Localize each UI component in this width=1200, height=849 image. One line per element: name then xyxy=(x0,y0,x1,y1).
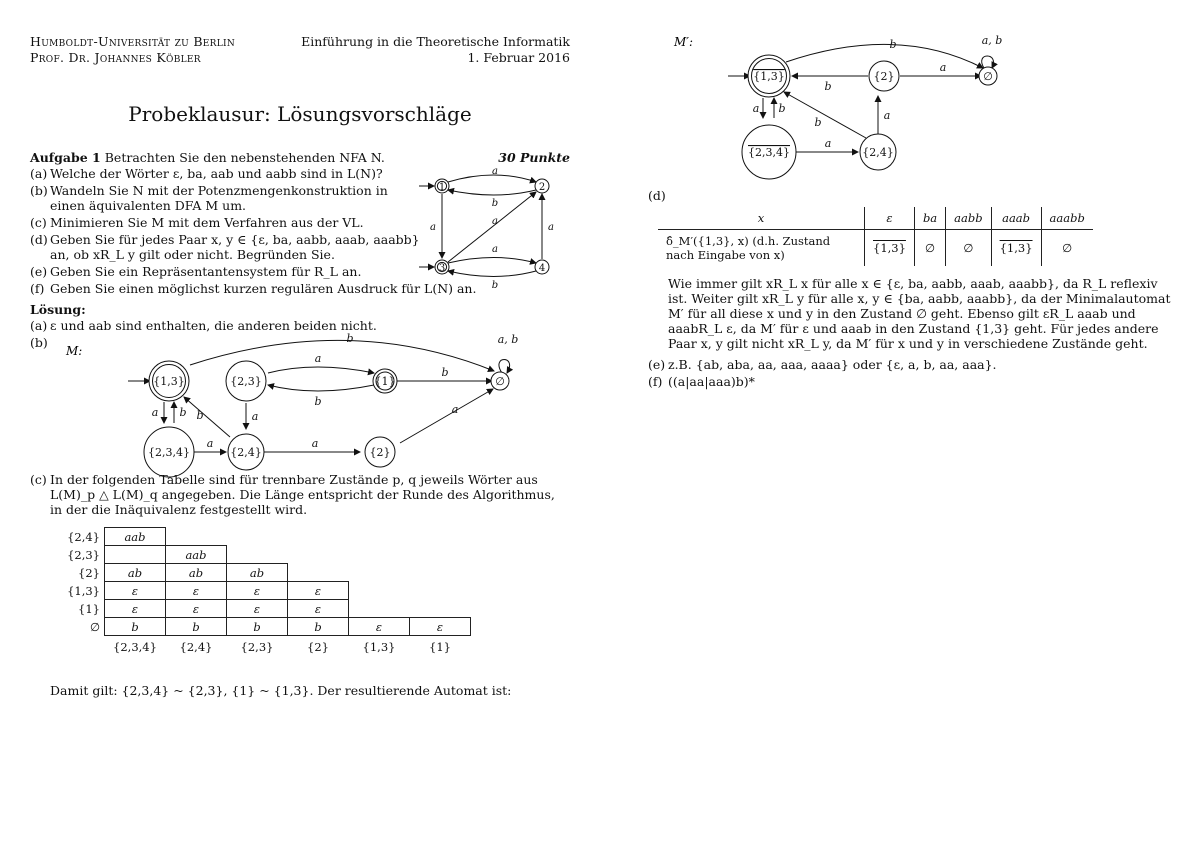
mprime-edge-label: a xyxy=(939,61,947,74)
professor-name: Prof. Dr. Johannes Köbler xyxy=(30,50,201,65)
mprime-state-label: ∅ xyxy=(983,70,993,83)
dfa-edge-label: a xyxy=(206,437,214,450)
task-intro: Betrachten Sie den nebenstehenden NFA N. xyxy=(104,150,385,165)
mprime-edge-label: b xyxy=(824,80,832,93)
solution-a: (a) ε und aab sind enthalten, die anderen beiden nicht. xyxy=(30,318,377,333)
dfa-edge-label: a xyxy=(451,403,459,416)
task-item: (b) Wandeln Sie N mit der Potenzmengenkonstruktion in einen äquivalenten DFA M um. xyxy=(30,183,388,213)
mprime-edge-label: a xyxy=(883,109,891,122)
nfa-edge-label: b xyxy=(491,198,499,209)
solution-c xyxy=(30,472,570,517)
task-item: (e) Geben Sie ein Repräsentantensystem für R_L an. xyxy=(30,264,362,279)
nfa-edge-label: a xyxy=(492,244,498,255)
solution-heading: Lösung: xyxy=(30,302,86,317)
nfa-diagram xyxy=(415,166,565,291)
mprime-state-label: {2,4} xyxy=(862,146,894,159)
dfa-state-label: {2,4} xyxy=(230,446,262,459)
dfa-state-label: {1,3} xyxy=(153,375,185,388)
dfa-edge-label: b xyxy=(314,395,322,408)
dfa-m-label: M: xyxy=(66,344,83,358)
mprime-edge-label: b xyxy=(889,38,897,51)
solution-e: (e) z.B. {ab, aba, aa, aaa, aaaa} oder {ε, a, b, aa, aaa}. xyxy=(648,357,997,372)
mprime-diagram xyxy=(668,34,1088,184)
dfa-edge-label: a xyxy=(314,352,322,365)
mprime-edge-label: b xyxy=(814,116,822,129)
dfa-state-label: {2,3} xyxy=(230,375,262,388)
dfa-m-diagram xyxy=(50,333,550,468)
solution-d-text: Wie immer gilt xR_L x für alle x ∈ {ε, ba, aabb, aaab, aaabb}, da R_L reflexiv ist. Weiter gilt xR_L y für alle x, y ∈ {ba, aabb, aaabb}, da der Minimalautomat M′ für all diese x und y in den Zustand ∅ geht. Ebenso gilt εR_L aaab und aaabR_L ε, da M′ für ε und aaab in den Zustand {1,3} geht. Für jedes andere Paar x, y gilt nicht xR_L y, da M′ für x und y in verschiedene Zustände geht. xyxy=(668,276,1171,351)
equivalence-table xyxy=(60,527,471,655)
dfa-state-label: {2} xyxy=(369,446,391,459)
nfa-edge-label: b xyxy=(491,280,499,291)
task-points: 30 Punkte xyxy=(498,150,570,165)
table-row: {2,3} aab xyxy=(60,546,471,564)
mprime-edge-label: a xyxy=(752,102,760,115)
solution-e-f xyxy=(648,357,1178,389)
nfa-edge-label: a xyxy=(548,222,554,233)
solution-d-label: (d) xyxy=(648,188,666,203)
university-name: Humboldt-Universität zu Berlin xyxy=(30,34,236,49)
course-name: Einführung in die Theoretische Informatik xyxy=(301,34,570,49)
nfa-state-label: 1 xyxy=(438,182,446,193)
dfa-edge-label: a, b xyxy=(497,333,519,346)
task-item: (c) Minimieren Sie M mit dem Verfahren aus der VL. xyxy=(30,215,364,230)
task-1-heading xyxy=(30,150,570,165)
dfa-state-label: {1} xyxy=(374,375,396,388)
conclusion-text: Damit gilt: {2,3,4} ~ {2,3}, {1} ~ {1,3}. Der resultierende Automat ist: xyxy=(50,683,512,698)
mprime-state-label: {1,3} xyxy=(753,70,785,83)
table-row: δ̂_M′({1,3}, x) (d.h. Zustand nach Eingabe von x) {1,3} ∅ ∅ {1,3} ∅ xyxy=(658,230,1093,267)
dfa-edge-label: a xyxy=(311,437,319,450)
mprime-label: M′: xyxy=(674,35,694,49)
mprime-state-label: {2} xyxy=(873,70,895,83)
task-label: Aufgabe 1 xyxy=(30,150,101,165)
page-header xyxy=(30,34,570,68)
solution-f: (f) ((a|aa|aaa)b)* xyxy=(648,374,755,389)
right-column xyxy=(648,34,1178,391)
table-header-row: x ε ba aabb aaab aaabb xyxy=(658,207,1093,230)
table-footer: {2,3,4} {2,4} {2,3} {2} {1,3} {1} xyxy=(113,639,451,654)
mprime-state-label: {2,3,4} xyxy=(748,146,790,159)
task-item: (a) Welche der Wörter ε, ba, aab und aabb sind in L(N)? xyxy=(30,166,383,181)
dfa-edge-label: b xyxy=(441,366,449,379)
nfa-edge-label: a xyxy=(430,222,436,233)
table-row: {2,4} aab xyxy=(60,528,471,546)
dfa-edge-label: a xyxy=(251,410,259,423)
dfa-state-label: ∅ xyxy=(495,375,505,388)
page-title: Probeklausur: Lösungsvorschläge xyxy=(128,102,472,126)
nfa-state-label: 3 xyxy=(438,263,446,274)
table-row: {2} ab ab ab xyxy=(60,564,471,582)
dfa-state-label: {2,3,4} xyxy=(148,446,190,459)
solution-c-text: (c) In der folgenden Tabelle sind für trennbare Zustände p, q jeweils Wörter aus L(M)_p △ L(M)_q angegeben. Die Länge entspricht der Runde des Algorithmus, in der die Inäquivalenz festgestellt wird. xyxy=(30,472,555,517)
nfa-edge-label: a xyxy=(492,216,498,227)
nfa-edge-label: a xyxy=(492,166,498,177)
dfa-edge-label: b xyxy=(196,409,204,422)
table-row: ∅ b b b b ε ε xyxy=(60,618,471,636)
task-item: (f) Geben Sie einen möglichst kurzen regulären Ausdruck für L(N) an. xyxy=(30,281,477,296)
dfa-edge-label: b xyxy=(179,406,187,419)
table-row: {1} ε ε ε ε xyxy=(60,600,471,618)
exam-date: 1. Februar 2016 xyxy=(467,50,570,65)
task-item: (d) Geben Sie für jedes Paar x, y ∈ {ε, ba, aabb, aaab, aaabb} an, ob xR_L y gilt oder nicht. Begründen Sie. xyxy=(30,232,420,262)
mprime-edge-label: a, b xyxy=(981,34,1003,47)
mprime-edge-label: b xyxy=(778,102,786,115)
word-state-table xyxy=(658,207,1093,266)
nfa-state-label: 2 xyxy=(538,182,546,193)
dfa-edge-label: a xyxy=(151,406,159,419)
dfa-edge-label: b xyxy=(346,332,354,345)
left-column xyxy=(30,34,570,698)
nfa-state-label: 4 xyxy=(538,263,546,274)
solution-a-b: (a) ε und aab sind enthalten, die anderen beiden nicht. (b) xyxy=(30,318,570,333)
table-row: {1,3} ε ε ε ε xyxy=(60,582,471,600)
mprime-edge-label: a xyxy=(824,137,832,150)
